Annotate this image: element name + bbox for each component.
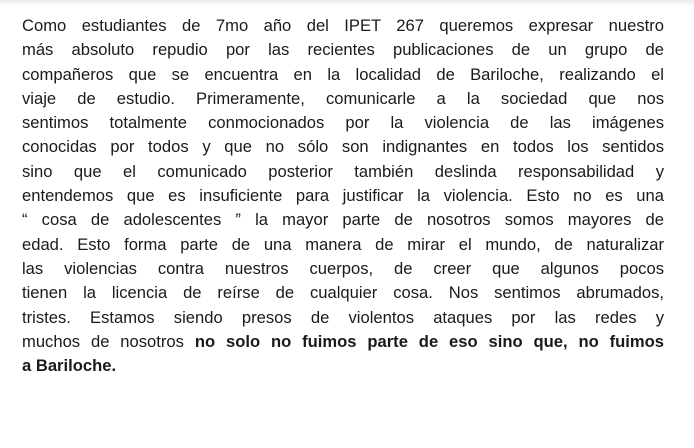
paragraph-line: sino que el comunicado posterior también deslinda responsabilidad y	[22, 161, 664, 181]
paragraph-line: más absoluto repudio por las recientes publicaciones de un grupo de	[22, 40, 664, 60]
paragraph-line-mixed	[22, 330, 664, 354]
paragraph-line: Como estudiantes de 7mo año del IPET 267 queremos expresar nuestro	[22, 16, 664, 35]
statement-paragraph	[22, 14, 664, 378]
paragraph-line: tristes. Estamos siendo presos de violentos ataques por las redes y	[22, 307, 664, 327]
top-edge	[0, 0, 694, 6]
paragraph-line: edad. Esto forma parte de una manera de mirar el mundo, de naturalizar	[22, 234, 664, 254]
closing-bold-line: a Bariloche.	[22, 356, 117, 376]
paragraph-line: entendemos que es insuficiente para justificar la violencia. Esto no es una	[22, 186, 664, 206]
paragraph-line: “ cosa de adolescentes ” la mayor parte de nosotros somos mayores de	[22, 210, 664, 230]
bold-emphasis-text: no solo no fuimos parte de eso sino que, no fuimos	[194, 331, 664, 351]
paragraph-line: sentimos totalmente conmocionados por la violencia de las imágenes	[22, 113, 664, 133]
paragraph-line: compañeros que se encuentra en la localidad de Bariloche, realizando el	[22, 64, 664, 84]
paragraph-line: tienen la licencia de reírse de cualquier cosa. Nos sentimos abrumados,	[22, 283, 664, 303]
paragraph-line: viaje de estudio. Primeramente, comunicarle a la sociedad que nos	[22, 88, 664, 108]
paragraph-line: conocidas por todos y que no sólo son indignantes en todos los sentidos	[22, 137, 664, 157]
regular-text: muchos de nosotros	[22, 331, 195, 351]
paragraph-line: las violencias contra nuestros cuerpos, de creer que algunos pocos	[22, 258, 664, 278]
